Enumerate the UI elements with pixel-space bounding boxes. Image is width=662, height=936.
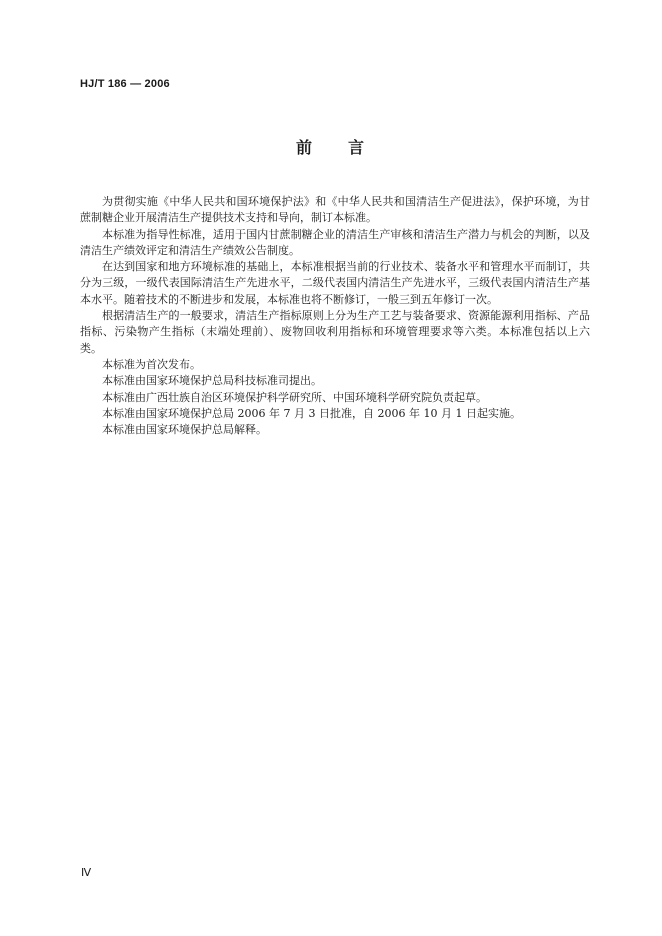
page-number: Ⅳ (81, 867, 92, 879)
paragraph: 为贯彻实施《中华人民共和国环境保护法》和《中华人民共和国清洁生产促进法》，保护环境，为甘蔗制糖企业开展清洁生产提供技术支持和导向，制订本标准。 (80, 195, 590, 225)
title-char-1: 前 (295, 138, 314, 157)
page-title (0, 135, 662, 158)
paragraph: 本标准由国家环境保护总局解释。 (102, 423, 267, 437)
paragraph: 本标准由国家环境保护总局 2006 年 7 月 3 日批准，自 2006 年 10 月 1 日起实施。 (102, 406, 521, 420)
paragraph: 本标准由广西壮族自治区环境保护科学研究所、中国环境科学研究院负责起草。 (102, 390, 487, 404)
paragraph: 根据清洁生产的一般要求，清洁生产指标原则上分为生产工艺与装备要求、资源能源利用指标、产品指标、污染物产生指标（末端处理前）、废物回收利用指标和环境管理要求等六类。本标准包括以上六类。 (80, 309, 590, 355)
paragraph: 本标准为首次发布。 (102, 357, 201, 371)
foreword-body (80, 194, 590, 438)
title-char-2: 言 (348, 138, 367, 157)
standard-code: HJ/T 186 — 2006 (80, 78, 170, 90)
paragraph: 本标准由国家环境保护总局科技标准司提出。 (102, 374, 322, 388)
paragraph: 在达到国家和地方环境标准的基础上，本标准根据当前的行业技术、装备水平和管理水平而制订，共分为三级，一级代表国际清洁生产先进水平，二级代表国内清洁生产先进水平，三级代表国内清洁生产基本水平。随着技术的不断进步和发展，本标准也将不断修订，一般三到五年修订一次。 (80, 260, 590, 306)
paragraph: 本标准为指导性标准，适用于国内甘蔗制糖企业的清洁生产审核和清洁生产潜力与机会的判断，以及清洁生产绩效评定和清洁生产绩效公告制度。 (80, 227, 590, 257)
